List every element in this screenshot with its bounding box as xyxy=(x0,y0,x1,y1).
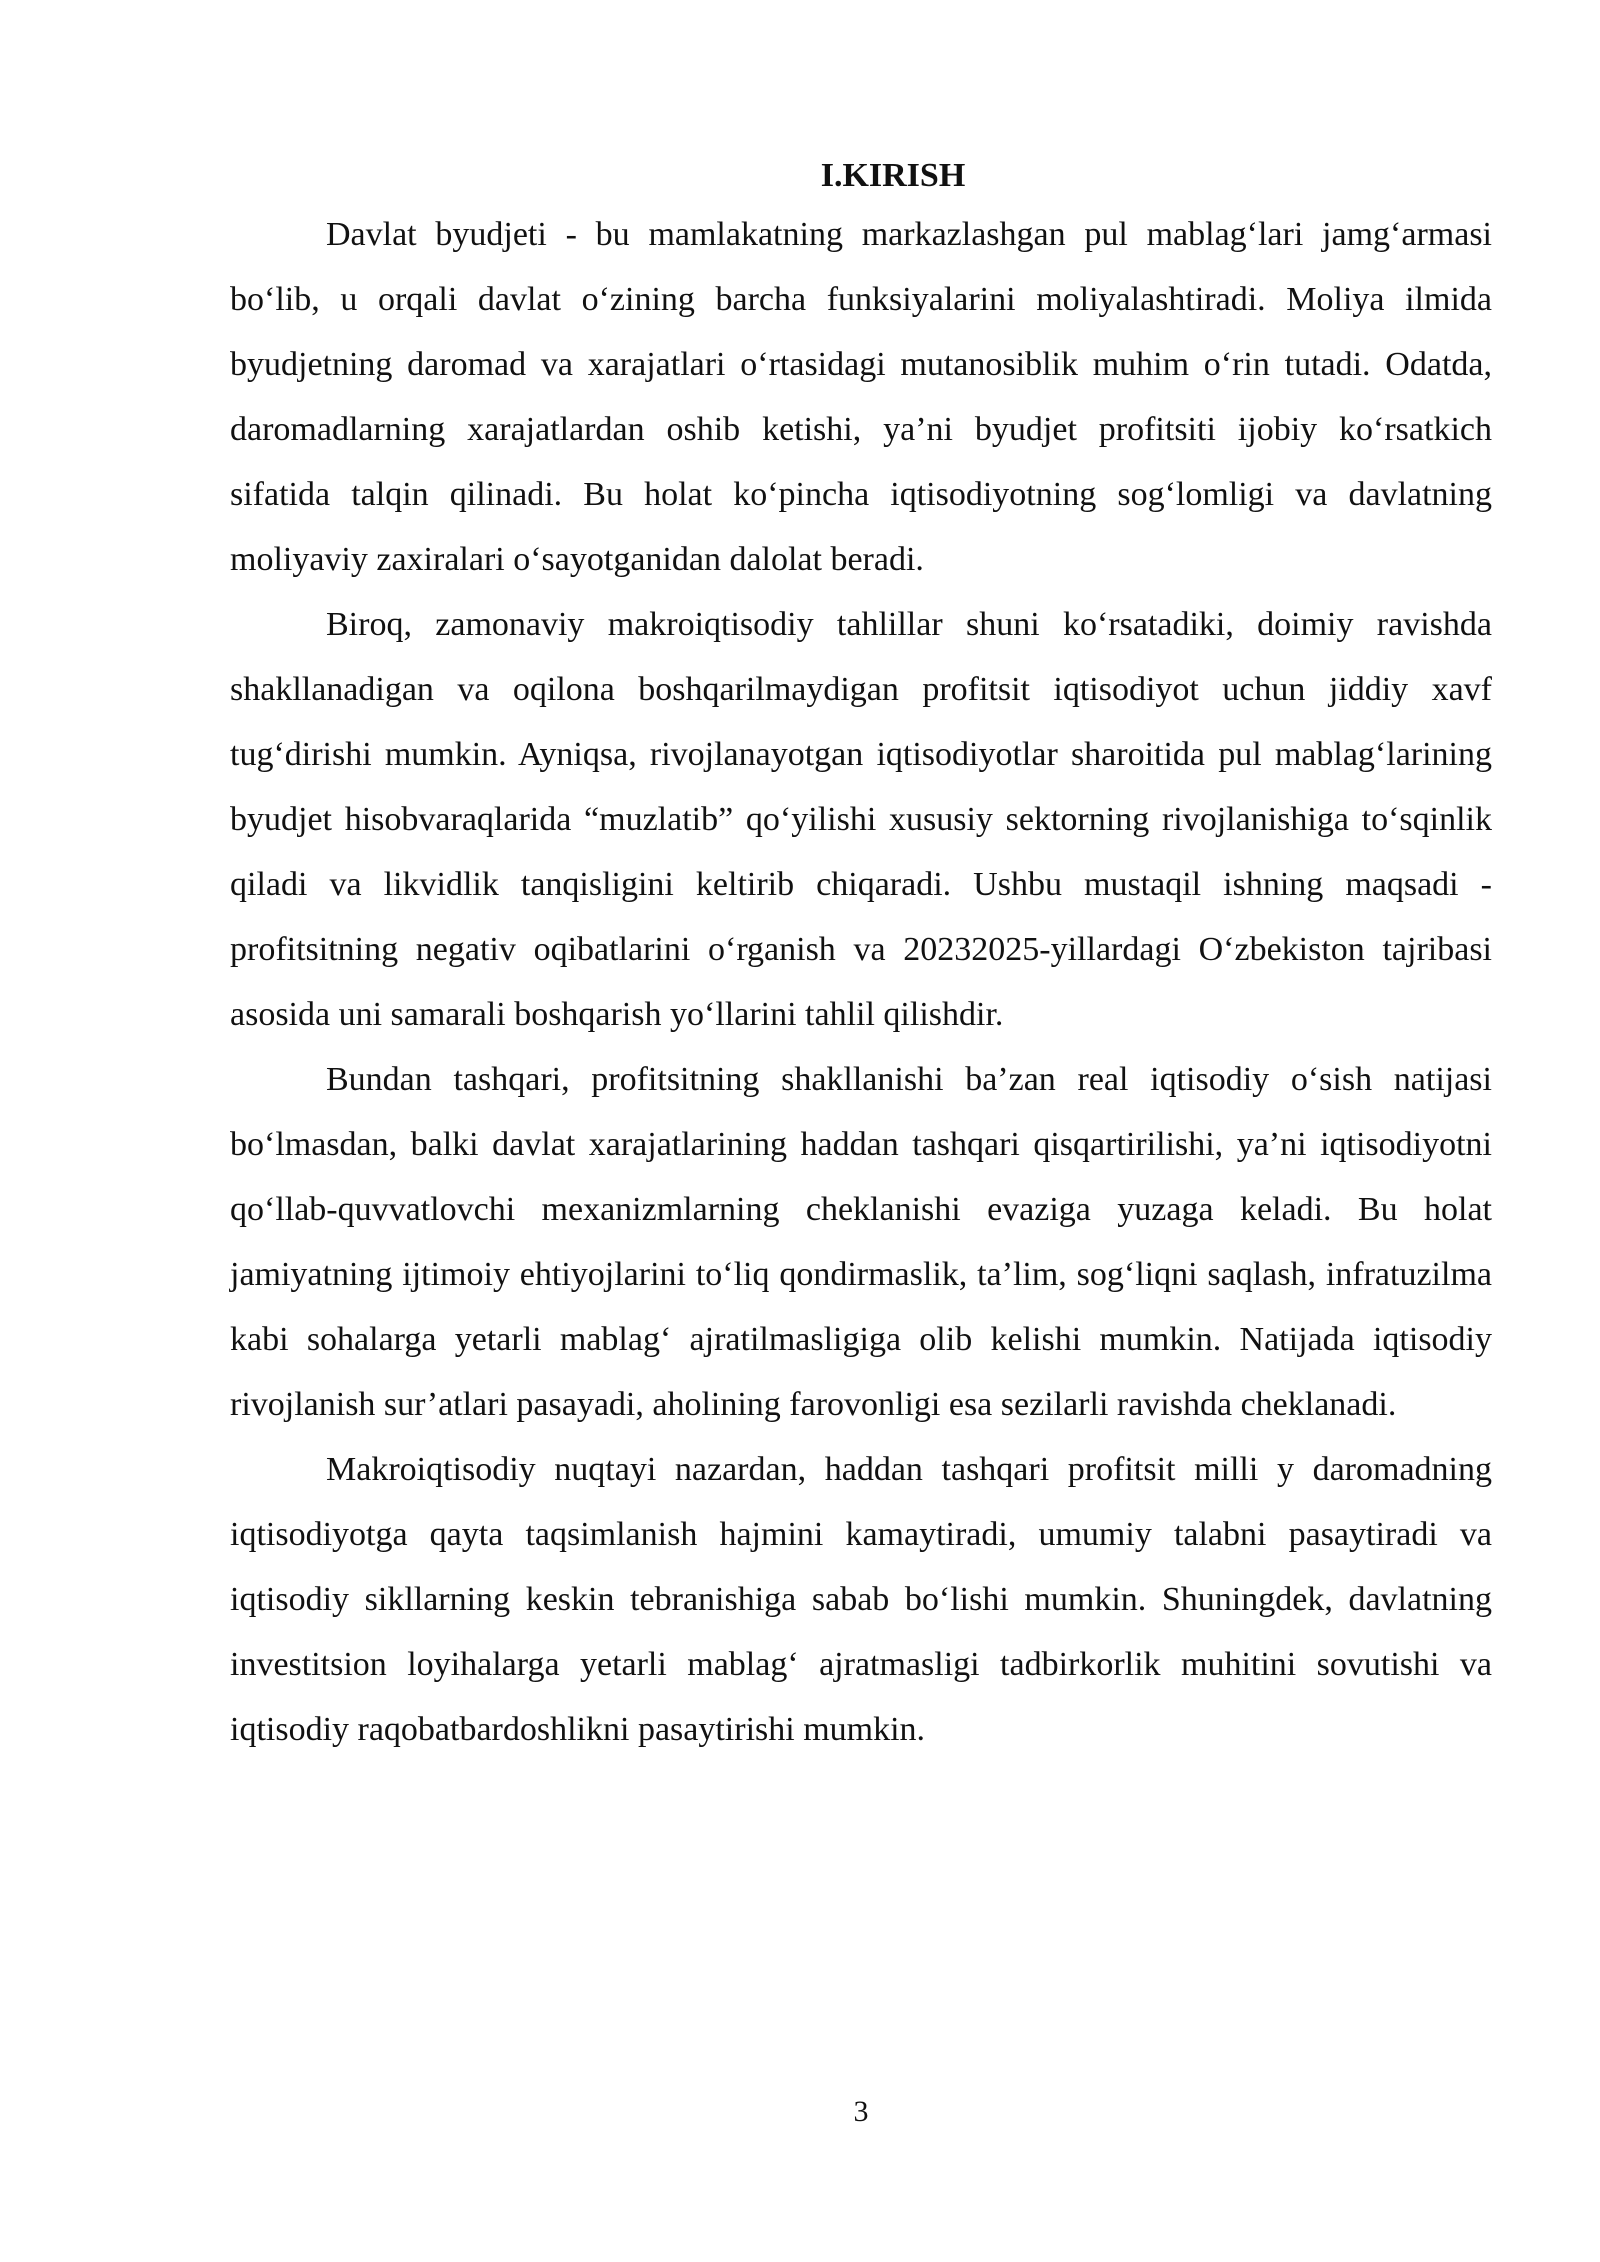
document-body xyxy=(230,150,1492,1762)
paragraph-4: Makroiqtisodiy nuqtayi nazardan, haddan tashqari profitsit milli y daromadning iqtisodiyotga qayta taqsimlanish hajmini kamaytiradi, umumiy talabni pasaytiradi va iqtisodiy sikllarning keskin tebranishiga sabab bo‘lishi mumkin. Shuningdek, davlatning investitsion loyihalarga yetarli mablag‘ ajratmasligi tadbirkorlik muhitini sovutishi va iqtisodiy raqobatbardoshlikni pasaytirishi mumkin. xyxy=(230,1451,1492,1748)
paragraph-2: Biroq, zamonaviy makroiqtisodiy tahlillar shuni ko‘rsatadiki, doimiy ravishda shakllanadigan va oqilona boshqarilmaydigan profitsit iqtisodiyot uchun jiddiy xavf tug‘dirishi mumkin. Ayniqsa, rivojlanayotgan iqtisodiyotlar sharoitida pul mablag‘larining byudjet hisobvaraqlarida “muzlatib” qo‘yilishi xususiy sektorning rivojlanishiga to‘sqinlik qiladi va likvidlik tanqisligini keltirib chiqaradi. Ushbu mustaqil ishning maqsadi - profitsitning negativ oqibatlarini o‘rganish va 20232025-yillardagi O‘zbekiston tajribasi asosida uni samarali boshqarish yo‘llarini tahlil qilishdir. xyxy=(230,606,1492,1033)
section-heading: I.KIRISH xyxy=(820,157,966,194)
page-number: 3 xyxy=(853,2095,869,2128)
paragraph-3: Bundan tashqari, profitsitning shakllanishi ba’zan real iqtisodiy o‘sish natijasi bo‘lmasdan, balki davlat xarajatlarining haddan tashqari qisqartirilishi, ya’ni iqtisodiyotni qo‘llab-quvvatlovchi mexanizmlarning cheklanishi evaziga yuzaga keladi. Bu holat jamiyatning ijtimoiy ehtiyojlarini to‘liq qondirmaslik, ta’lim, sog‘liqni saqlash, infratuzilma kabi sohalarga yetarli mablag‘ ajratilmasligiga olib kelishi mumkin. Natijada iqtisodiy rivojlanish sur’atlari pasayadi, aholining farovonligi esa sezilarli ravishda cheklanadi. xyxy=(230,1061,1492,1423)
paragraph-1: Davlat byudjeti - bu mamlakatning markazlashgan pul mablag‘lari jamg‘armasi bo‘lib, u orqali davlat o‘zining barcha funksiyalarini moliyalashtiradi. Moliya ilmida byudjetning daromad va xarajatlari o‘rtasidagi mutanosiblik muhim o‘rin tutadi. Odatda, daromadlarning xarajatlardan oshib ketishi, ya’ni byudjet profitsiti ijobiy ko‘rsatkich sifatida talqin qilinadi. Bu holat ko‘pincha iqtisodiyotning sog‘lomligi va davlatning moliyaviy zaxiralari o‘sayotganidan dalolat beradi. xyxy=(230,216,1492,578)
